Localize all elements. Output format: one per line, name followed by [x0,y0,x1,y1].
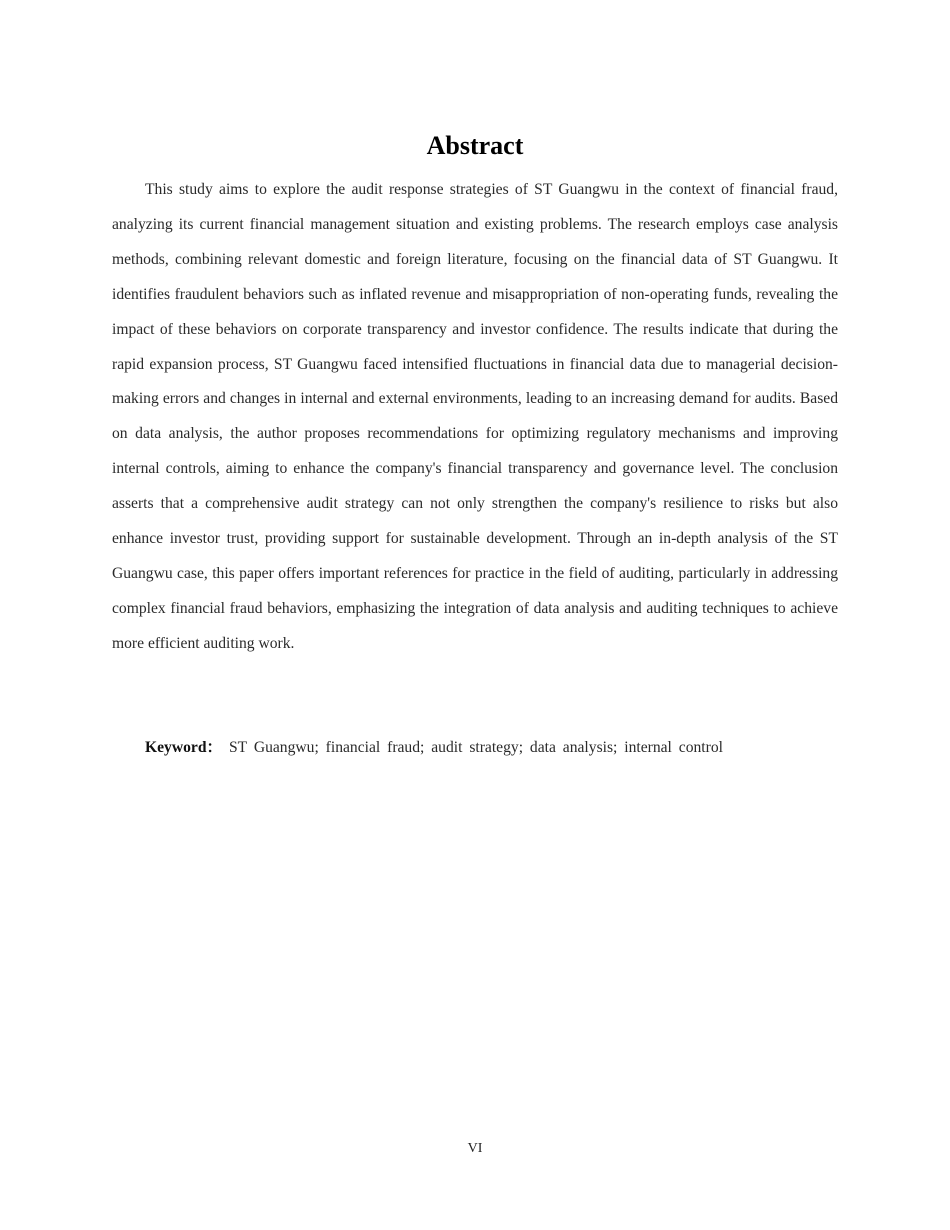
keywords-text: ST Guangwu; financial fraud; audit strategy; data analysis; internal control [229,739,723,756]
abstract-body: This study aims to explore the audit response strategies of ST Guangwu in the context of financial fraud, analyzing its current financial management situation and existing problems. The research employs case analysis methods, combining relevant domestic and foreign literature, focusing on the financial data of ST Guangwu. It identifies fraudulent behaviors such as inflated revenue and misappropriation of non-operating funds, revealing the impact of these behaviors on corporate transparency and investor confidence. The results indicate that during the rapid expansion process, ST Guangwu faced intensified fluctuations in financial data due to managerial decision-making errors and changes in internal and external environments, leading to an increasing demand for audits. Based on data analysis, the author proposes recommendations for optimizing regulatory mechanisms and improving internal controls, aiming to enhance the company's financial transparency and governance level. The conclusion asserts that a comprehensive audit strategy can not only strengthen the company's resilience to risks but also enhance investor trust, providing support for sustainable development. Through an in-depth analysis of the ST Guangwu case, this paper offers important references for practice in the field of auditing, particularly in addressing complex financial fraud behaviors, emphasizing the integration of data analysis and auditing techniques to achieve more efficient auditing work. [112,181,838,652]
page-number: VI [467,1141,483,1156]
keywords-label: Keyword： [145,739,223,756]
keywords-line [145,731,845,766]
page-title: Abstract [426,131,524,160]
